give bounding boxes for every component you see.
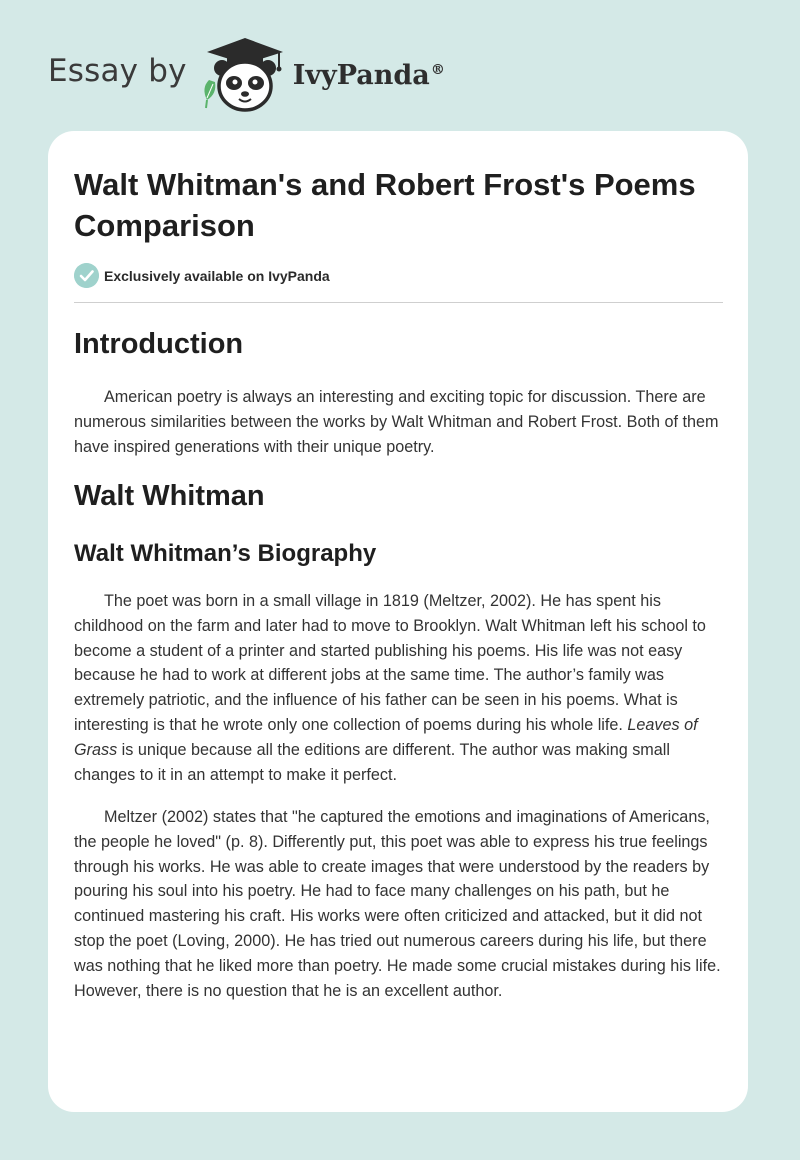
- brand-header[interactable]: [48, 34, 445, 114]
- essay-title: Walt Whitman's and Robert Frost's Poems Comparison: [74, 167, 696, 243]
- exclusive-label: Exclusively available on IvyPanda: [104, 267, 330, 284]
- check-circle-icon: [74, 263, 99, 288]
- biography-paragraph-2: Meltzer (2002) states that "he captured the emotions and imaginations of Americans, the people he loved" (p. 8). Differently put, this poet was able to express his true feelings through his works. He was able to create images that were understood by the readers by pouring his soul into his poetry. He had to face many challenges on his path, but he continued mastering his craft. His works were often criticized and attacked, but it did not stop the poet (Loving, 2000). He has tried out numerous careers during his life, but there was nothing that he liked more than poetry. He made some crucial mistakes during his life. However, there is no question that he is an excellent author.: [74, 808, 721, 1000]
- brand-registered-mark: ®: [430, 61, 445, 78]
- bio-p1-text-after: is unique because all the editions are different. The author was making small changes to it in an attempt to make it perfect.: [74, 740, 670, 784]
- brand-name: [293, 60, 445, 91]
- exclusive-badge: [74, 263, 330, 288]
- bio-p1-book-title: Leaves of Grass: [74, 715, 698, 759]
- essay-card: [48, 131, 748, 1112]
- panda-logo-icon: [199, 34, 291, 114]
- biography-paragraph-1: [74, 589, 723, 787]
- heading-introduction: Introduction: [74, 328, 244, 360]
- title-divider: [74, 302, 723, 303]
- intro-paragraph: American poetry is always an interesting and exciting topic for discussion. There are numerous similarities between the works by Walt Whitman and Robert Frost. Both of them have inspired generations with their unique poetry.: [74, 388, 719, 456]
- brand-name-text: IvyPanda: [292, 59, 430, 91]
- heading-whitman-biography: Walt Whitman’s Biography: [74, 540, 377, 567]
- heading-walt-whitman: Walt Whitman: [74, 480, 265, 512]
- brand-prefix: Essay by: [48, 53, 187, 89]
- bio-p1-text-before: The poet was born in a small village in 1819 (Meltzer, 2002). He has spent his childhood on the farm and later had to move to Brooklyn. Walt Whitman left his school to become a student of a printer and started publishing his poems. His life was not easy because he had to work at different jobs at the same time. The author’s family was extremely patriotic, and the influence of his father can be seen in his poems. What is interesting is that he wrote only one collection of poems during his whole life.: [74, 592, 706, 734]
